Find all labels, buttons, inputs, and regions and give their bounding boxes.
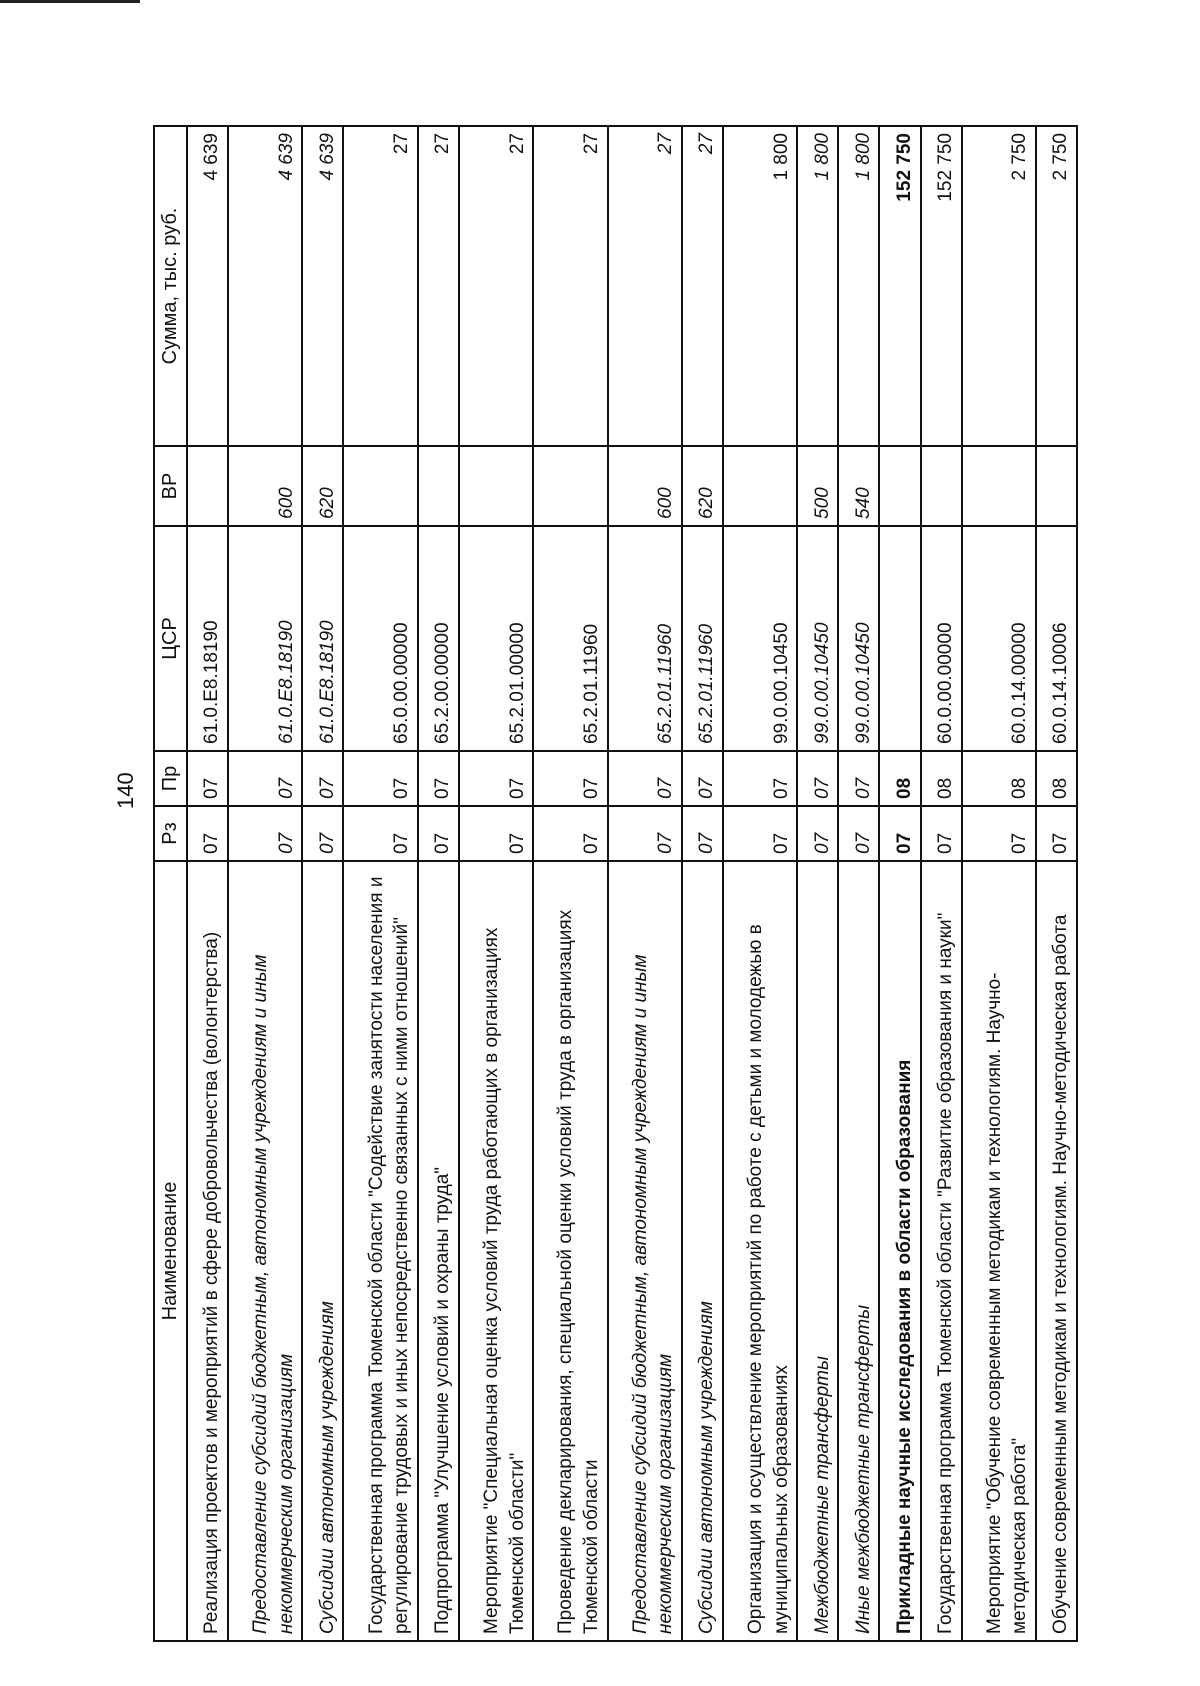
cell-sum: 27 (533, 126, 607, 446)
scan-edge-mark (0, 0, 140, 3)
cell-pr: 07 (838, 751, 879, 806)
header-name: Наименование (154, 861, 187, 1641)
cell-csr: 65.2.01.11960 (682, 526, 723, 751)
cell-sum: 152 750 (921, 126, 962, 446)
cell-name: Субсидии автономным учреждениям (302, 861, 343, 1641)
cell-vr (1036, 446, 1077, 526)
cell-rz: 07 (459, 806, 533, 861)
cell-name: Мероприятие "Обучение современным методикам и технологиям. Научно-методическая работа" (962, 861, 1036, 1641)
cell-rz: 07 (343, 806, 417, 861)
cell-name: Подпрограмма "Улучшение условий и охраны труда" (418, 861, 459, 1641)
cell-rz: 07 (418, 806, 459, 861)
cell-sum: 1 800 (838, 126, 879, 446)
table-row (459, 126, 533, 1641)
header-vr: ВР (154, 446, 187, 526)
cell-csr: 65.2.01.00000 (459, 526, 533, 751)
cell-csr: 60.0.14.00000 (962, 526, 1036, 751)
table-row (879, 126, 920, 1641)
cell-csr: 61.0.E8.18190 (302, 526, 343, 751)
table-row (962, 126, 1036, 1641)
cell-sum: 4 639 (228, 126, 302, 446)
cell-vr (459, 446, 533, 526)
table-row (187, 126, 228, 1641)
page-number: 140 (113, 772, 138, 809)
cell-csr: 65.2.01.11960 (608, 526, 682, 751)
cell-name: Мероприятие "Специальная оценка условий труда работающих в организациях Тюменской области" (459, 861, 533, 1641)
cell-sum: 152 750 (879, 126, 920, 446)
cell-vr: 620 (302, 446, 343, 526)
cell-pr: 07 (608, 751, 682, 806)
cell-vr: 600 (608, 446, 682, 526)
cell-sum: 27 (418, 126, 459, 446)
cell-sum: 4 639 (302, 126, 343, 446)
cell-csr: 61.0.E8.18190 (187, 526, 228, 751)
cell-sum: 2 750 (962, 126, 1036, 446)
cell-name: Реализация проектов и мероприятий в сфере добровольчества (волонтерства) (187, 861, 228, 1641)
cell-sum: 2 750 (1036, 126, 1077, 446)
cell-vr (533, 446, 607, 526)
cell-name: Межбюджетные трансферты (797, 861, 838, 1641)
cell-vr: 540 (838, 446, 879, 526)
cell-rz: 07 (797, 806, 838, 861)
cell-pr: 07 (797, 751, 838, 806)
cell-csr: 99.0.00.10450 (838, 526, 879, 751)
header-csr: ЦСР (154, 526, 187, 751)
cell-pr: 07 (343, 751, 417, 806)
cell-pr: 07 (228, 751, 302, 806)
cell-vr: 600 (228, 446, 302, 526)
cell-rz: 07 (608, 806, 682, 861)
cell-rz: 07 (228, 806, 302, 861)
cell-csr (879, 526, 920, 751)
cell-vr (921, 446, 962, 526)
cell-csr: 99.0.00.10450 (723, 526, 797, 751)
cell-rz: 07 (921, 806, 962, 861)
cell-csr: 60.0.00.00000 (921, 526, 962, 751)
table-row (533, 126, 607, 1641)
table-row (302, 126, 343, 1641)
cell-vr: 620 (682, 446, 723, 526)
table-row (608, 126, 682, 1641)
cell-pr: 07 (723, 751, 797, 806)
budget-table-container (153, 127, 1078, 1642)
cell-pr: 08 (962, 751, 1036, 806)
cell-csr: 60.0.14.10006 (1036, 526, 1077, 751)
table-row (1036, 126, 1077, 1641)
cell-csr: 99.0.00.10450 (797, 526, 838, 751)
cell-sum: 27 (608, 126, 682, 446)
table-row (682, 126, 723, 1641)
cell-rz: 07 (838, 806, 879, 861)
cell-sum: 1 800 (797, 126, 838, 446)
table-row (418, 126, 459, 1641)
cell-name: Обучение современным методикам и технологиям. Научно-методическая работа (1036, 861, 1077, 1641)
header-pr: Пр (154, 751, 187, 806)
cell-name: Государственная программа Тюменской области "Развитие образования и науки" (921, 861, 962, 1641)
cell-sum: 27 (459, 126, 533, 446)
cell-csr: 61.0.E8.18190 (228, 526, 302, 751)
table-row (921, 126, 962, 1641)
cell-name: Иные межбюджетные трансферты (838, 861, 879, 1641)
cell-rz: 07 (302, 806, 343, 861)
cell-vr (187, 446, 228, 526)
cell-rz: 07 (682, 806, 723, 861)
cell-vr (723, 446, 797, 526)
cell-vr (879, 446, 920, 526)
cell-rz: 07 (723, 806, 797, 861)
cell-rz: 07 (533, 806, 607, 861)
cell-sum: 27 (343, 126, 417, 446)
cell-vr: 500 (797, 446, 838, 526)
cell-name: Субсидии автономным учреждениям (682, 861, 723, 1641)
cell-sum: 4 639 (187, 126, 228, 446)
cell-name: Государственная программа Тюменской области "Содействие занятости населения и регулирование трудовых и иных непосредственно связанных с ними отношений" (343, 861, 417, 1641)
table-header-row (154, 126, 187, 1641)
cell-pr: 07 (533, 751, 607, 806)
table-row (838, 126, 879, 1641)
cell-pr: 07 (302, 751, 343, 806)
table-row (228, 126, 302, 1641)
cell-pr: 08 (879, 751, 920, 806)
cell-name: Предоставление субсидий бюджетным, автономным учреждениям и иным некоммерческим организациям (228, 861, 302, 1641)
cell-csr: 65.2.01.11960 (533, 526, 607, 751)
cell-pr: 07 (418, 751, 459, 806)
table-row (343, 126, 417, 1641)
budget-table (153, 125, 1078, 1642)
cell-rz: 07 (187, 806, 228, 861)
cell-csr: 65.0.00.00000 (343, 526, 417, 751)
cell-name: Прикладные научные исследования в области образования (879, 861, 920, 1641)
cell-vr (418, 446, 459, 526)
cell-pr: 07 (682, 751, 723, 806)
cell-pr: 08 (1036, 751, 1077, 806)
cell-pr: 07 (187, 751, 228, 806)
cell-name: Организация и осуществление мероприятий по работе с детьми и молодежью в муниципальных образованиях (723, 861, 797, 1641)
cell-pr: 07 (459, 751, 533, 806)
cell-csr: 65.2.00.00000 (418, 526, 459, 751)
cell-rz: 07 (962, 806, 1036, 861)
table-row (797, 126, 838, 1641)
cell-sum: 27 (682, 126, 723, 446)
cell-name: Проведение декларирования, специальной оценки условий труда в организациях Тюменской области (533, 861, 607, 1641)
cell-rz: 07 (879, 806, 920, 861)
table-body (187, 126, 1077, 1641)
header-rz: Рз (154, 806, 187, 861)
cell-rz: 07 (1036, 806, 1077, 861)
header-sum: Сумма, тыс. руб. (154, 126, 187, 446)
cell-sum: 1 800 (723, 126, 797, 446)
cell-pr: 08 (921, 751, 962, 806)
table-row (723, 126, 797, 1641)
cell-vr (962, 446, 1036, 526)
cell-vr (343, 446, 417, 526)
cell-name: Предоставление субсидий бюджетным, автономным учреждениям и иным некоммерческим организациям (608, 861, 682, 1641)
